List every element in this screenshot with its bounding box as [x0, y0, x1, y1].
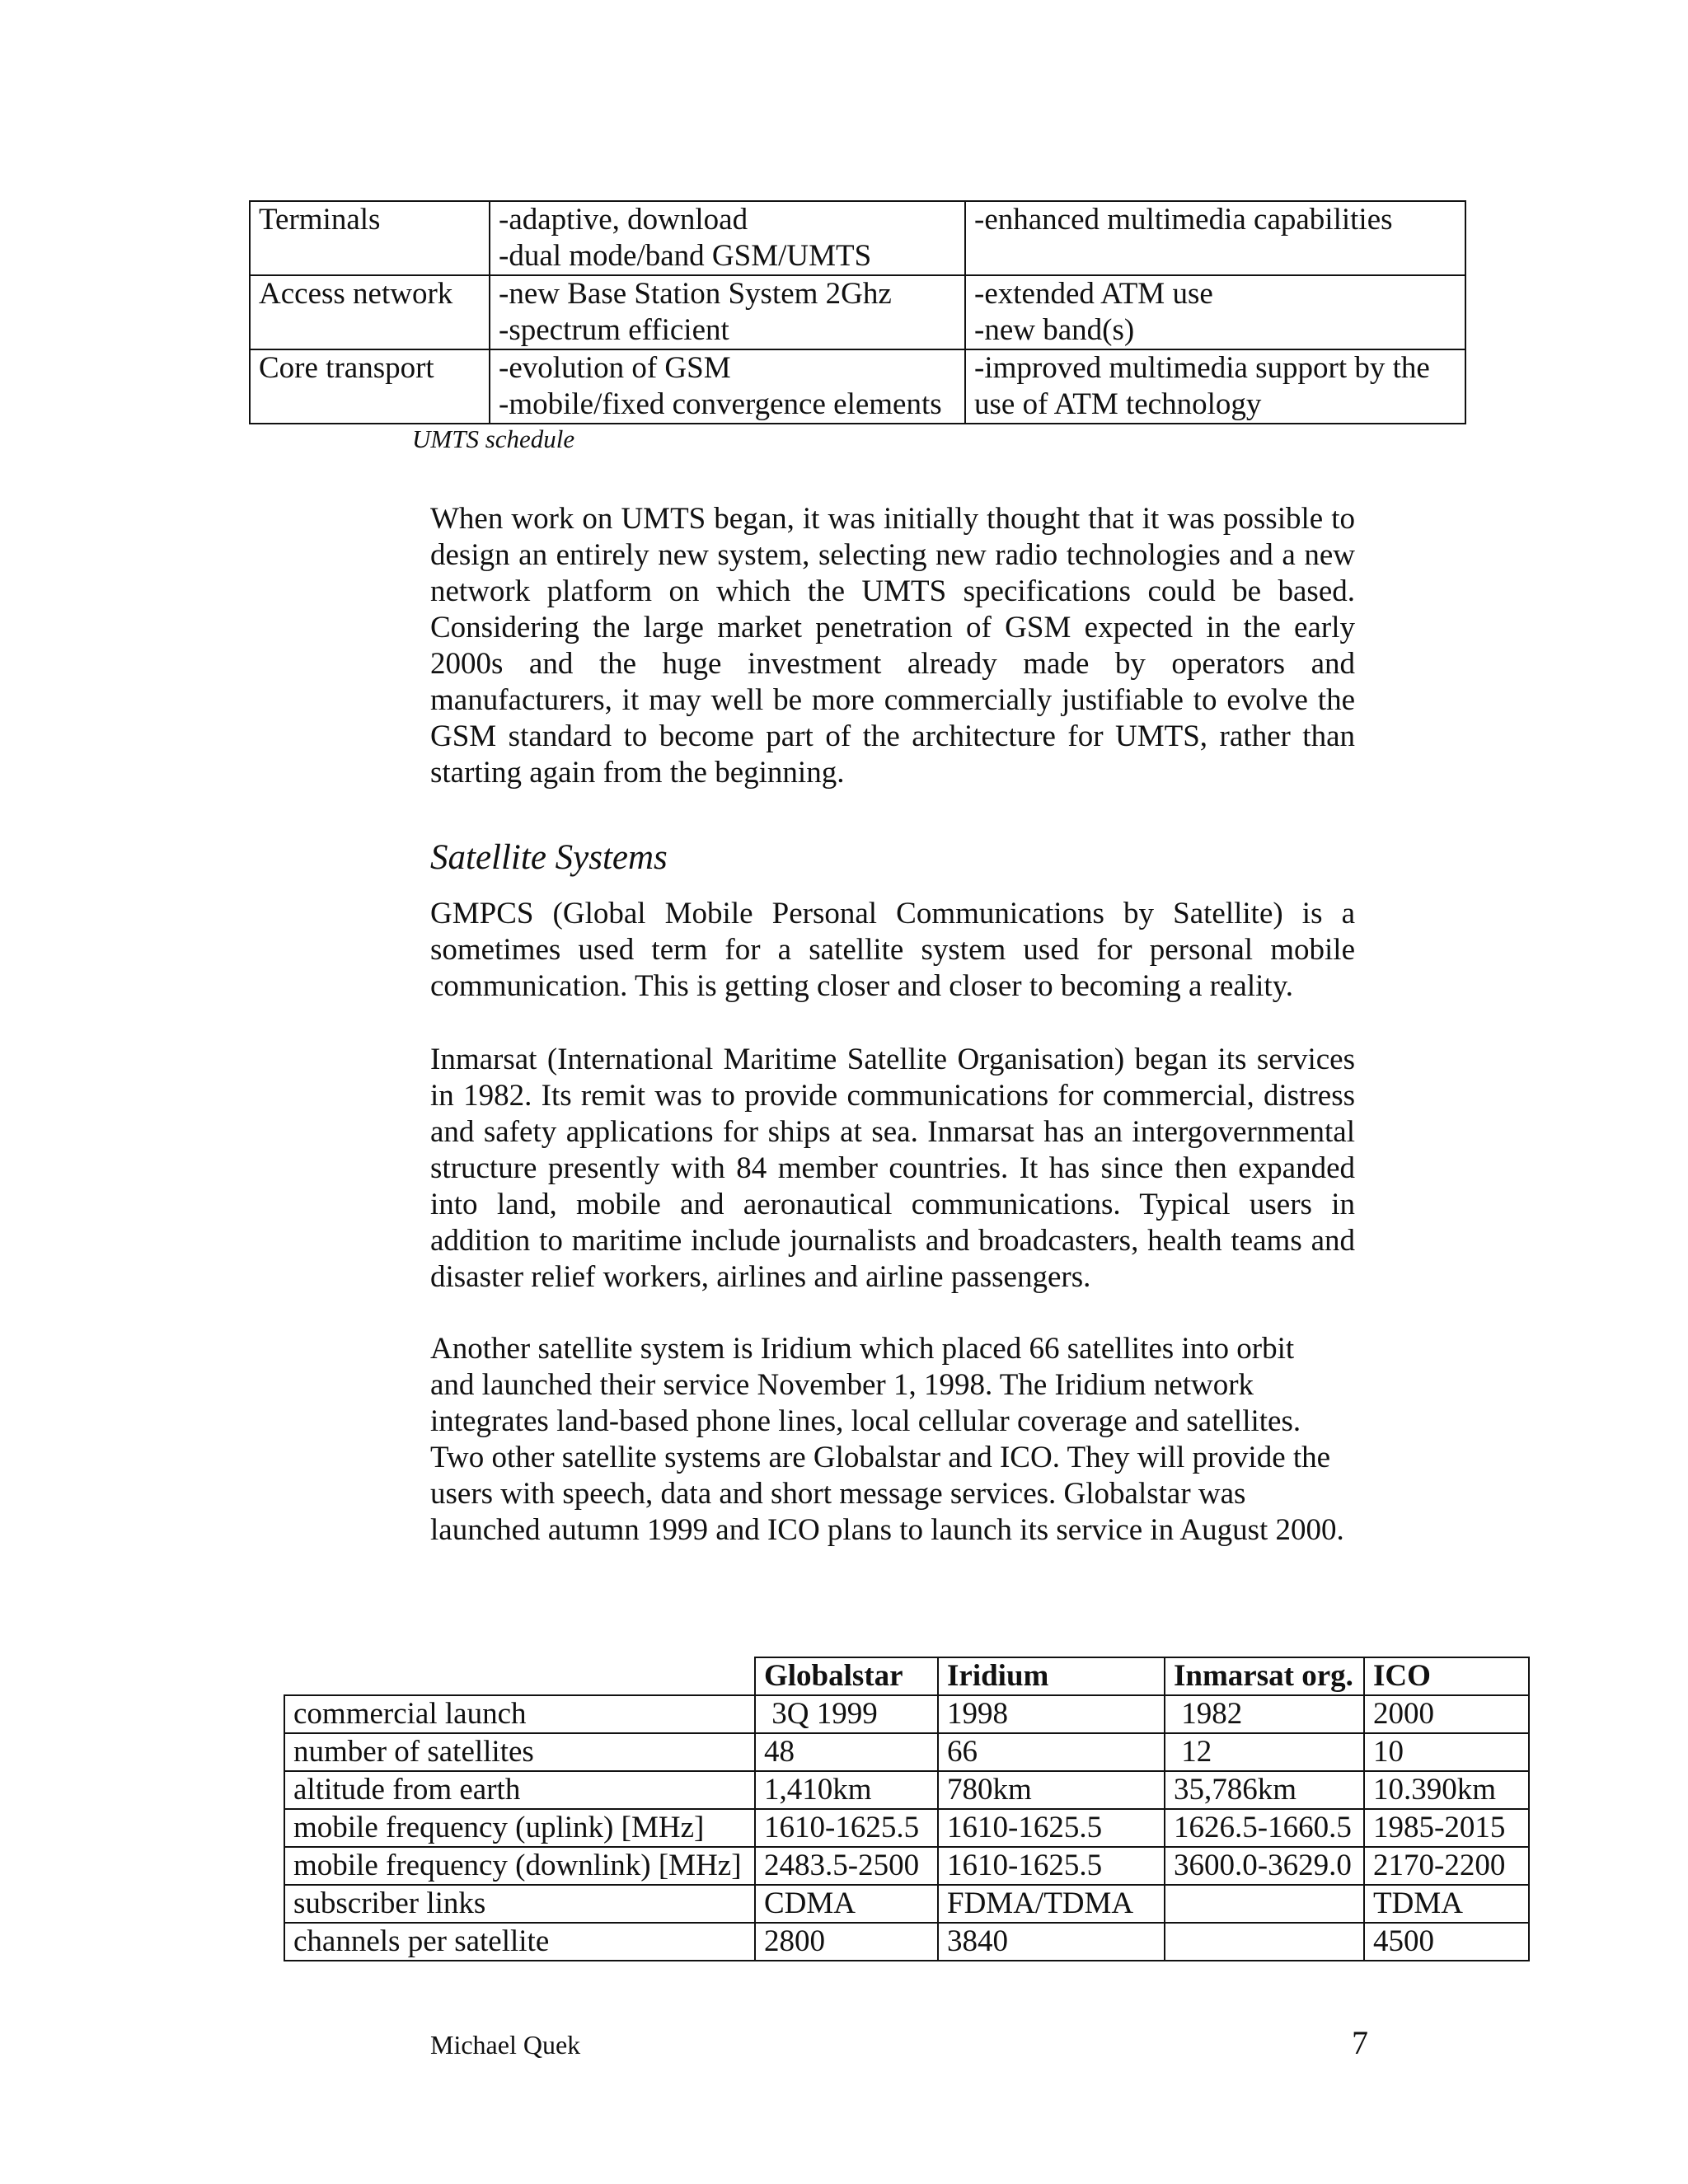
table-cell: 1982 [1165, 1695, 1364, 1733]
cell-line: -mobile/fixed convergence elements [499, 387, 942, 421]
table-cell: 1610-1625.5 [755, 1809, 938, 1847]
table-row [284, 1733, 1529, 1771]
table-cell [965, 275, 1465, 349]
table-cell [490, 275, 965, 349]
table-header-row [284, 1657, 1529, 1695]
table-cell: 10 [1364, 1733, 1529, 1771]
table-cell: 2800 [755, 1923, 938, 1961]
table-cell: 1,410km [755, 1771, 938, 1809]
cell-line: -extended ATM use [974, 277, 1213, 311]
cell-line: -new Base Station System 2Ghz [499, 277, 892, 311]
table-cell [965, 201, 1465, 275]
row-label: number of satellites [284, 1733, 755, 1771]
table-cell: 4500 [1364, 1923, 1529, 1961]
section-heading: Satellite Systems [430, 838, 668, 877]
cell-line: -new band(s) [974, 313, 1135, 347]
table-cell [1165, 1885, 1364, 1923]
cell-line: -adaptive, download [499, 203, 748, 237]
table-row [250, 201, 1465, 275]
row-label: altitude from earth [284, 1771, 755, 1809]
cell-line: -evolution of GSM [499, 351, 731, 385]
cell-line: -enhanced multimedia capabilities [974, 203, 1393, 237]
table-row [284, 1885, 1529, 1923]
header-cell-empty [284, 1657, 755, 1695]
table-row [250, 275, 1465, 349]
cell-line: -improved multimedia support by the [974, 351, 1430, 385]
table-row [284, 1771, 1529, 1809]
table-row [250, 349, 1465, 424]
table-cell: TDMA [1364, 1885, 1529, 1923]
cell-line: use of ATM technology [974, 387, 1262, 421]
satellite-table [284, 1657, 1530, 1961]
table-cell: 12 [1165, 1733, 1364, 1771]
paragraph-umts: When work on UMTS began, it was initially thought that it was possible to design an entirely new system, selecting new radio technologies and a new network platform on which the UMTS specifications could be based. Considering the large market penetration of GSM expected in the early 2000s and the huge investment already made by operators and manufacturers, it may well be more commercially justifiable to evolve the GSM standard to become part of the architecture for UMTS, rather than starting again from the beginning. [430, 502, 1355, 790]
table-cell: 3600.0-3629.0 [1165, 1847, 1364, 1885]
header-cell: ICO [1364, 1657, 1529, 1695]
table-cell [490, 201, 965, 275]
table-cell: 2000 [1364, 1695, 1529, 1733]
row-label: channels per satellite [284, 1923, 755, 1961]
table-cell [965, 349, 1465, 424]
text-line: Two other satellite systems are Globalstar and ICO. They will provide the [430, 1441, 1331, 1474]
table-cell: 3840 [938, 1923, 1165, 1961]
table-cell [490, 349, 965, 424]
table-cell: CDMA [755, 1885, 938, 1923]
table-cell: 48 [755, 1733, 938, 1771]
row-label: mobile frequency (uplink) [MHz] [284, 1809, 755, 1847]
row-label: subscriber links [284, 1885, 755, 1923]
text-line: integrates land-based phone lines, local cellular coverage and satellites. [430, 1404, 1301, 1438]
table-row [284, 1695, 1529, 1733]
row-label: Access network [259, 277, 453, 311]
page-number: 7 [1352, 2024, 1368, 2061]
table-cell: 35,786km [1165, 1771, 1364, 1809]
text-line: users with speech, data and short message services. Globalstar was [430, 1477, 1246, 1511]
table-row [284, 1809, 1529, 1847]
table-cell: 1998 [938, 1695, 1165, 1733]
row-label: Core transport [259, 351, 434, 385]
table-cell: 2483.5-2500 [755, 1847, 938, 1885]
cell-line: -spectrum efficient [499, 313, 729, 347]
table-cell [250, 349, 490, 424]
row-label: Terminals [259, 203, 381, 237]
table-cell: 66 [938, 1733, 1165, 1771]
table-cell [250, 275, 490, 349]
text-line: and launched their service November 1, 1998. The Iridium network [430, 1368, 1254, 1402]
row-label: mobile frequency (downlink) [MHz] [284, 1847, 755, 1885]
table-caption: UMTS schedule [412, 424, 575, 453]
footer-author: Michael Quek [430, 2030, 581, 2060]
text-line: Another satellite system is Iridium which placed 66 satellites into orbit [430, 1332, 1295, 1366]
header-cell: Globalstar [755, 1657, 938, 1695]
table-cell: 2170-2200 [1364, 1847, 1529, 1885]
table-cell: 1610-1625.5 [938, 1809, 1165, 1847]
table-cell: 780km [938, 1771, 1165, 1809]
umts-table [249, 200, 1466, 424]
table-cell: 1626.5-1660.5 [1165, 1809, 1364, 1847]
table-cell [250, 201, 490, 275]
table-row [284, 1847, 1529, 1885]
table-cell: FDMA/TDMA [938, 1885, 1165, 1923]
paragraph-gmpcs: GMPCS (Global Mobile Personal Communications by Satellite) is a sometimes used term for a satellite system used for personal mobile communication. This is getting closer and closer to becoming a reality. [430, 897, 1355, 1003]
header-cell: Iridium [938, 1657, 1165, 1695]
table-cell: 1985-2015 [1364, 1809, 1529, 1847]
table-cell: 3Q 1999 [755, 1695, 938, 1733]
table-cell: 10.390km [1364, 1771, 1529, 1809]
cell-line: -dual mode/band GSM/UMTS [499, 239, 872, 273]
header-cell: Inmarsat org. [1165, 1657, 1364, 1695]
paragraph-inmarsat: Inmarsat (International Maritime Satellite Organisation) began its services in 1982. Its remit was to provide communications for commercial, distress and safety applications for ships at sea. Inmarsat has an intergovernmental structure presently with 84 member countries. It has since then expanded into land, mobile and aeronautical communications. Typical users in addition to maritime include journalists and broadcasters, health teams and disaster relief workers, airlines and airline passengers. [430, 1043, 1355, 1294]
table-cell: 1610-1625.5 [938, 1847, 1165, 1885]
row-label: commercial launch [284, 1695, 755, 1733]
table-row [284, 1923, 1529, 1961]
table-cell [1165, 1923, 1364, 1961]
text-line: launched autumn 1999 and ICO plans to launch its service in August 2000. [430, 1513, 1344, 1547]
paragraph-iridium [430, 1331, 1355, 1549]
